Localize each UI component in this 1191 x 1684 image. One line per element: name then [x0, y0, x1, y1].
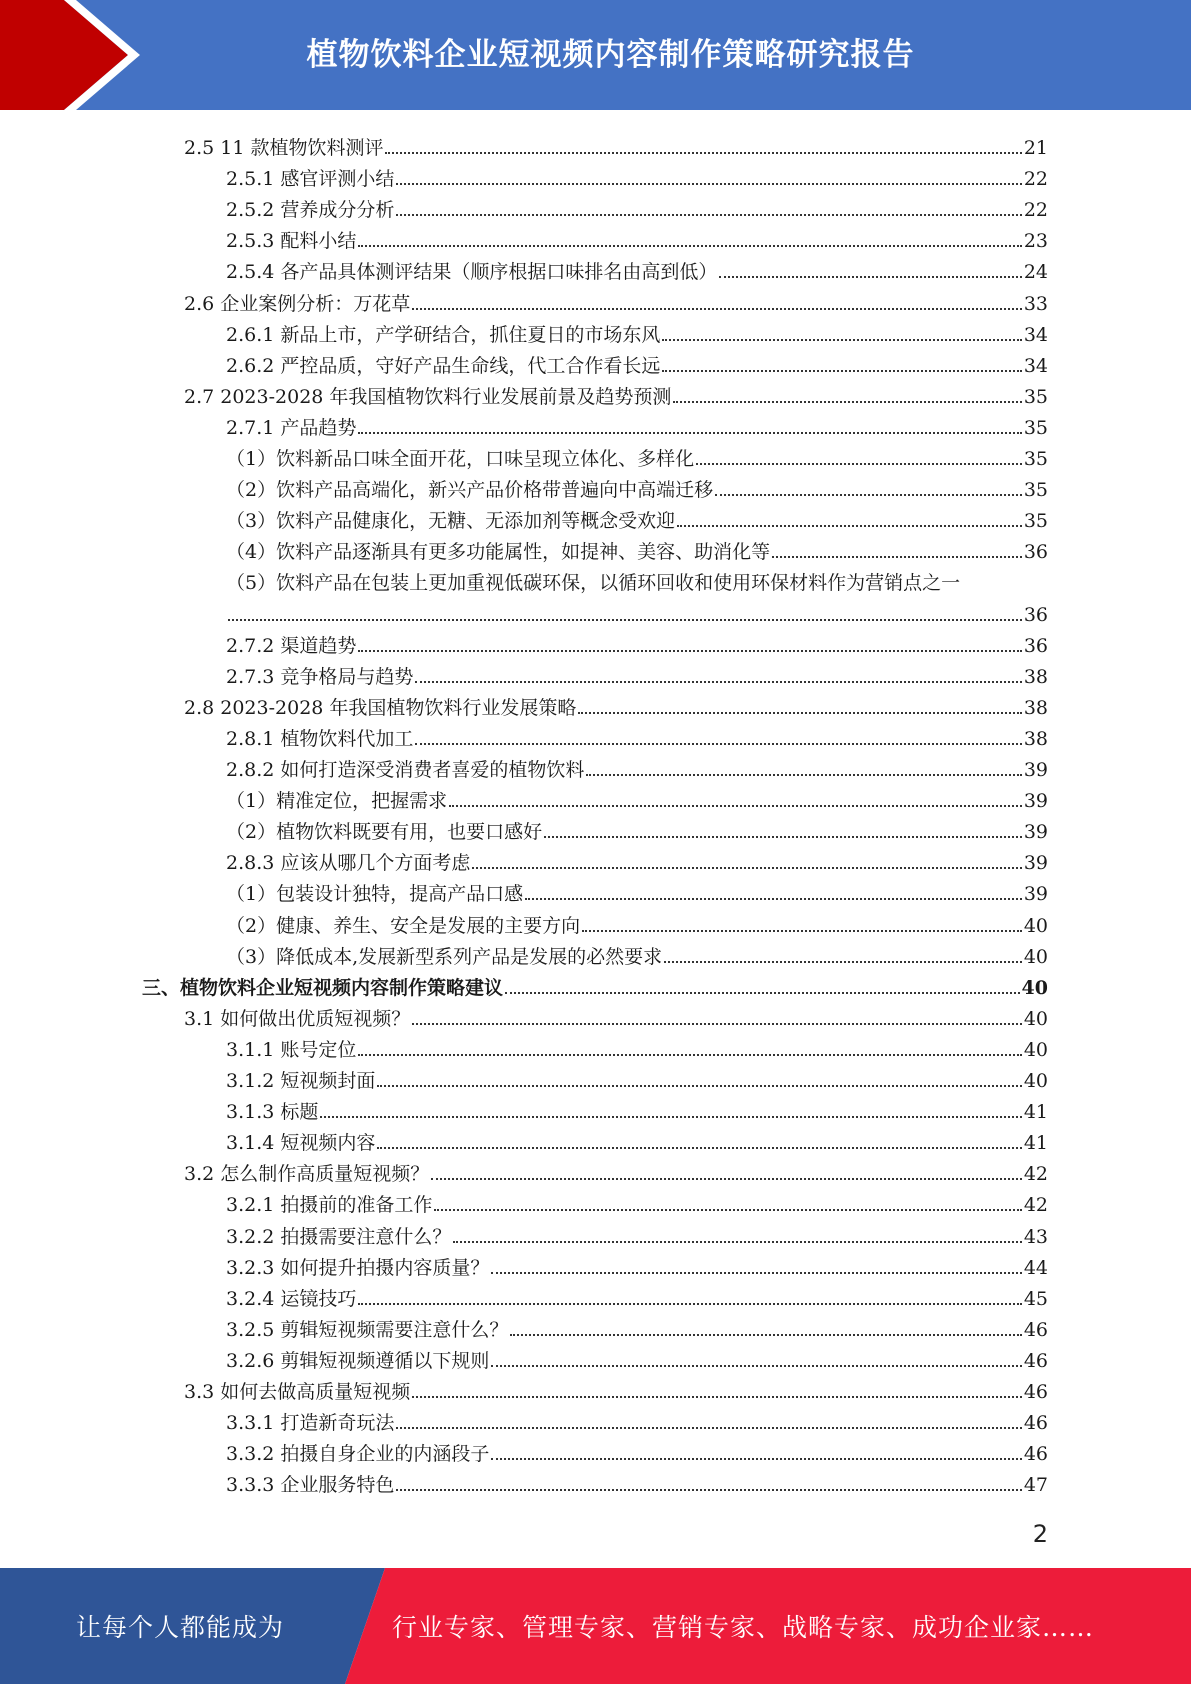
toc-leader-dots: [385, 130, 1021, 154]
toc-entry[interactable]: [184, 999, 1048, 1030]
toc-leader-dots: [662, 317, 1021, 341]
toc-leader-dots: [396, 161, 1021, 185]
toc-entry-label: 2.8 2023-2028 年我国植物饮料行业发展策略: [184, 696, 577, 719]
toc-leader-dots: [677, 503, 1022, 527]
toc-entry-label: 3.3.3 企业服务特色: [226, 1474, 395, 1497]
toc-entry[interactable]: [226, 315, 1048, 346]
toc-entry-page: 42: [1023, 1163, 1048, 1186]
toc-entry[interactable]: [226, 1341, 1048, 1372]
toc-entry[interactable]: [226, 439, 1048, 470]
toc-entry-label: 2.7.1 产品趋势: [226, 416, 357, 439]
toc-entry-label: 3.1.2 短视频封面: [226, 1070, 376, 1092]
toc-entry[interactable]: [184, 284, 1048, 315]
toc-leader-dots: [396, 192, 1021, 216]
toc-entry-page: 46: [1023, 1381, 1048, 1403]
toc-entry[interactable]: [226, 252, 1048, 283]
toc-leader-dots: [377, 1063, 1021, 1087]
toc-entry-page: 35: [1023, 510, 1048, 533]
toc-entry[interactable]: [226, 843, 1048, 874]
toc-entry-label: 2.7 2023-2028 年我国植物饮料行业发展前景及趋势预测: [184, 385, 672, 408]
toc-entry[interactable]: [184, 688, 1048, 719]
toc-entry-page: 34: [1023, 354, 1048, 377]
toc-entry[interactable]: [226, 1248, 1048, 1279]
toc-entry[interactable]: [226, 408, 1048, 439]
toc-entry[interactable]: [226, 1092, 1048, 1123]
toc-entry-page: 46: [1023, 1443, 1048, 1466]
toc-entry-page: 39: [1023, 790, 1048, 813]
toc-entry[interactable]: [184, 1372, 1048, 1403]
toc-entry-page: 45: [1023, 1287, 1048, 1310]
toc-leader-dots: [396, 1405, 1021, 1429]
toc-leader-dots: [358, 1281, 1021, 1305]
toc-leader-dots: [719, 254, 1021, 278]
toc-entry-page: 36: [1023, 603, 1048, 626]
toc-entry-label: （3）饮料产品健康化，无糖、无添加剂等概念受欢迎: [226, 510, 676, 533]
toc-entry-page: 39: [1023, 883, 1048, 906]
toc-entry-page: 40: [1023, 1070, 1048, 1092]
toc-leader-dots: [525, 876, 1022, 900]
toc-leader-dots: [544, 814, 1022, 838]
toc-entry-page: 44: [1023, 1256, 1048, 1279]
toc-entry-page: 36: [1023, 541, 1048, 564]
toc-entry-page: 42: [1023, 1194, 1048, 1217]
toc-entry-label: （1）饮料新品口味全面开花，口味呈现立体化、多样化: [226, 448, 695, 470]
toc-leader-dots: [472, 845, 1021, 869]
toc-leader-dots: [582, 908, 1022, 932]
toc-entry-label: 2.6 企业案例分析：万花草: [184, 292, 411, 315]
toc-leader-dots: [412, 286, 1022, 310]
toc-leader-dots: [415, 721, 1021, 745]
toc-entry[interactable]: [226, 1030, 1048, 1061]
toc-entry-label: 2.8.1 植物饮料代加工: [226, 727, 414, 750]
toc-entry-label: 2.5.1 感官评测小结: [226, 168, 395, 191]
toc-entry[interactable]: [226, 1465, 1048, 1496]
toc-entry-label: 2.5 11 款植物饮料测评: [184, 137, 384, 159]
toc-entry[interactable]: [226, 657, 1048, 688]
toc-entry-label: （2）健康、养生、安全是发展的主要方向: [226, 914, 581, 937]
toc-entry-label: 2.7.3 竞争格局与趋势: [226, 665, 414, 688]
toc-entry-page: 43: [1023, 1225, 1048, 1248]
toc-entry-page: 39: [1023, 821, 1048, 844]
toc-entry-page: 41: [1023, 1132, 1048, 1155]
toc-entry-label: 2.7.2 渠道趋势: [226, 634, 357, 657]
toc-entry-page: 46: [1023, 1318, 1048, 1341]
toc-entry[interactable]: [184, 377, 1048, 408]
toc-entry-page: 47: [1023, 1474, 1048, 1497]
toc-leader-dots: [396, 1467, 1021, 1491]
toc-entry[interactable]: [226, 1217, 1048, 1248]
toc-entry-label: 3.2.6 剪辑短视频遵循以下规则: [226, 1349, 490, 1372]
toc-leader-dots: [415, 659, 1021, 683]
toc-entry-label: 3.2 怎么制作高质量短视频？: [184, 1163, 430, 1186]
toc-leader-dots: [377, 1125, 1021, 1149]
toc-entry-page: 40: [1023, 1038, 1048, 1061]
toc-leader-dots: [228, 597, 1022, 621]
toc-entry[interactable]: [226, 1310, 1048, 1341]
toc-entry-page: 36: [1023, 634, 1048, 657]
toc-entry[interactable]: [226, 937, 1048, 968]
toc-entry-label: 3.3 如何去做高质量短视频: [184, 1381, 411, 1403]
toc-entry-label: 3.2.4 运镜技巧: [226, 1287, 357, 1310]
toc-entry[interactable]: [226, 346, 1048, 377]
toc-entry-label: 三、植物饮料企业短视频内容制作策略建议: [142, 976, 504, 999]
toc-leader-dots: [431, 1156, 1022, 1180]
report-title: 植物饮料企业短视频内容制作策略研究报告: [306, 36, 915, 73]
toc-entry-label: 3.1.1 账号定位: [226, 1038, 357, 1061]
toc-entry-page: 33: [1023, 292, 1048, 315]
toc-leader-dots: [358, 628, 1021, 652]
toc-leader-dots: [772, 534, 1022, 558]
toc-entry-page: 39: [1023, 852, 1048, 875]
toc-entry-label: 2.8.3 应该从哪几个方面考虑: [226, 852, 471, 875]
toc-entry-page: 24: [1023, 261, 1048, 284]
toc-entry[interactable]: [226, 1061, 1048, 1092]
toc-entry-page: 23: [1023, 230, 1048, 253]
toc-entry[interactable]: [226, 750, 1048, 781]
page-number: 2: [1032, 1520, 1048, 1548]
toc-entry[interactable]: [226, 1403, 1048, 1434]
report-header: [0, 0, 1191, 110]
toc-entry-page: 22: [1023, 199, 1048, 222]
toc-leader-dots: [358, 223, 1021, 247]
toc-entry-page: 46: [1023, 1412, 1048, 1435]
toc-leader-dots: [491, 1250, 1021, 1274]
toc-entry-page: 34: [1023, 323, 1048, 346]
toc-entry-label: 2.8.2 如何打造深受消费者喜爱的植物饮料: [226, 759, 585, 781]
toc-entry[interactable]: [226, 719, 1048, 750]
toc-entry[interactable]: [226, 501, 1048, 532]
toc-entry-page: 40: [1023, 945, 1048, 968]
toc-entry-page: 35: [1023, 416, 1048, 439]
toc-entry-label: 2.5.2 营养成分分析: [226, 199, 395, 222]
toc-entry-label: 3.1.4 短视频内容: [226, 1132, 376, 1155]
toc-entry-page: 35: [1023, 448, 1048, 470]
toc-leader-dots: [664, 939, 1022, 963]
toc-leader-dots: [449, 783, 1022, 807]
toc-entry[interactable]: [226, 626, 1048, 657]
toc-entry-label: （1）精准定位，把握需求: [226, 790, 448, 813]
toc-entry-label: 3.2.5 剪辑短视频需要注意什么？: [226, 1318, 509, 1341]
toc-entry-page: 38: [1023, 665, 1048, 688]
toc-entry-page: 38: [1023, 727, 1048, 750]
toc-entry[interactable]: [226, 1279, 1048, 1310]
toc-entry[interactable]: [226, 1185, 1048, 1216]
toc-entry[interactable]: [226, 1434, 1048, 1465]
toc-entry-label: 2.5.4 各产品具体测评结果（顺序根据口味排名由高到低）: [226, 261, 718, 284]
toc-leader-dots: [510, 1312, 1021, 1336]
toc-entry[interactable]: [226, 906, 1048, 937]
toc-entry-page: 40: [1023, 1007, 1048, 1030]
toc-entry-page: 40: [1023, 914, 1048, 937]
toc-leader-dots: [434, 1187, 1021, 1211]
toc-entry[interactable]: [226, 874, 1048, 905]
toc-leader-dots: [586, 752, 1021, 776]
toc-entry[interactable]: [184, 128, 1048, 159]
toc-entry-page: 22: [1023, 168, 1048, 191]
toc-leader-dots: [412, 1374, 1022, 1398]
toc-entry-page: 21: [1023, 137, 1048, 159]
toc-leader-dots: [358, 410, 1021, 434]
toc-entry[interactable]: [226, 190, 1048, 221]
toc-entry-page: 35: [1023, 385, 1048, 408]
toc-entry-label: （2）饮料产品高端化，新兴产品价格带普遍向中高端迁移: [226, 479, 714, 502]
toc-entry[interactable]: [226, 595, 1048, 626]
footer-slogan-right: 行业专家、管理专家、营销专家、战略专家、成功企业家……: [392, 1613, 1095, 1642]
toc-entry[interactable]: [226, 470, 1048, 501]
toc-entry-label: 2.6.1 新品上市，产学研结合，抓住夏日的市场东风: [226, 323, 661, 346]
toc-entry[interactable]: [226, 563, 1048, 594]
toc-entry-label: （4）饮料产品逐渐具有更多功能属性，如提神、美容、助消化等: [226, 541, 771, 564]
toc-entry[interactable]: [226, 1123, 1048, 1154]
toc-entry-label: 3.1.3 标题: [226, 1101, 319, 1124]
toc-entry[interactable]: [184, 1154, 1048, 1185]
toc-leader-dots: [662, 348, 1021, 372]
toc-leader-dots: [491, 1436, 1021, 1460]
toc-entry-label: 3.2.1 拍摄前的准备工作: [226, 1194, 433, 1217]
toc-leader-dots: [453, 1219, 1021, 1243]
footer-slogan-left: 让每个人都能成为: [75, 1613, 284, 1642]
toc-leader-dots: [578, 690, 1021, 714]
toc-leader-dots: [673, 379, 1021, 403]
toc-entry-page: 40: [1021, 976, 1048, 999]
toc-entry-label: 3.3.2 拍摄自身企业的内涵段子: [226, 1443, 490, 1466]
toc-entry-label: （2）植物饮料既要有用，也要口感好: [226, 821, 543, 844]
toc-entry[interactable]: [226, 159, 1048, 190]
toc-entry-page: 46: [1023, 1349, 1048, 1372]
toc-entry[interactable]: [226, 221, 1048, 252]
toc-entry-label: 3.3.1 打造新奇玩法: [226, 1412, 395, 1435]
toc-leader-dots: [696, 441, 1022, 465]
toc-leader-dots: [491, 1343, 1021, 1367]
toc-entry-label: 2.6.2 严控品质，守好产品生命线，代工合作看长远: [226, 354, 661, 377]
toc-entry[interactable]: [226, 781, 1048, 812]
toc-entry-page: 38: [1023, 696, 1048, 719]
toc-entry-label: 3.2.2 拍摄需要注意什么？: [226, 1225, 452, 1248]
toc-entry[interactable]: [142, 968, 1048, 999]
toc-leader-dots: [715, 472, 1022, 496]
toc-entry-label: （5）饮料产品在包装上更加重视低碳环保，以循环回收和使用环保材料作为营销点之一: [226, 572, 961, 595]
toc-entry-label: （1）包装设计独特，提高产品口感: [226, 883, 524, 906]
toc-entry-page: 41: [1023, 1101, 1048, 1124]
toc-leader-dots: [358, 1032, 1021, 1056]
toc-entry-label: （3）降低成本,发展新型系列产品是发展的必然要求: [226, 945, 663, 968]
toc-entry[interactable]: [226, 532, 1048, 563]
toc-entry-page: 35: [1023, 479, 1048, 502]
toc-leader-dots: [505, 970, 1020, 994]
toc-leader-dots: [412, 1001, 1022, 1025]
toc-leader-dots: [320, 1094, 1021, 1118]
toc-entry[interactable]: [226, 812, 1048, 843]
toc-entry-label: 3.1 如何做出优质短视频？: [184, 1007, 411, 1030]
footer-banner: [0, 1568, 1191, 1684]
toc-entry-page: 39: [1023, 759, 1048, 781]
toc-entry-label: 2.5.3 配料小结: [226, 230, 357, 253]
toc-entry-label: 3.2.3 如何提升拍摄内容质量？: [226, 1256, 490, 1279]
